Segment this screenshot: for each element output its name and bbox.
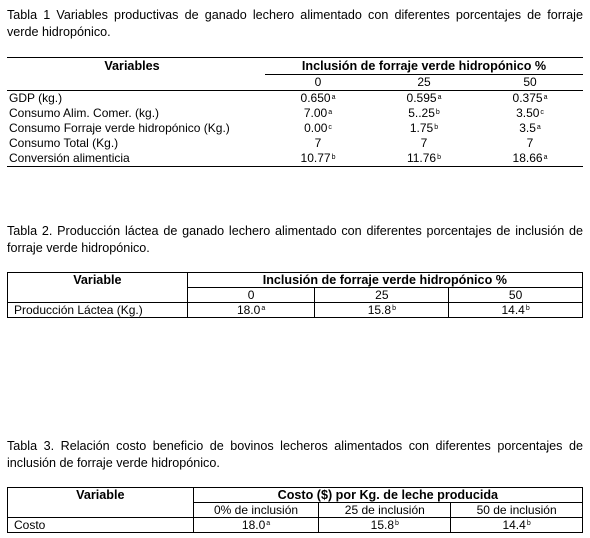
table1-col-0: 0 [265,75,371,91]
table3-cell: 18.0$^a$ [193,518,319,533]
table1-row-label: Conversión alimenticia [7,151,257,167]
table3-cell: 14.4$^b$ [451,518,583,533]
table1-cell: 3.50$^c$ [516,106,544,120]
table3 [7,487,583,533]
table2-col-0: 0 [187,288,315,303]
table-row [7,151,583,167]
table-row [7,91,583,107]
table1-header-variable: Variables [7,58,257,75]
table1-row-label: GDP (kg.) [9,91,63,105]
table3-header-variable: Variable [8,488,194,518]
table1-col-25: 25 [371,75,477,91]
table2-header-variable: Variable [8,273,188,303]
table1-cell: 3.5$^a$ [519,121,541,135]
table1-row-label: Consumo Alim. Comer. (kg.) [9,106,160,120]
table1-cell: 7 [420,136,428,150]
table3-col-50: 50 de inclusión [451,503,583,518]
table3-cell: 15.8$^b$ [319,518,451,533]
table1-cell: 18.66$^a$ [477,151,583,167]
table2-row-label: Producción Láctea (Kg.) [8,303,188,318]
table1-cell: 5..25$^b$ [408,106,440,120]
table2 [7,272,583,318]
table1-col-50: 50 [477,75,583,91]
table3-row-label: Costo [8,518,194,533]
table1-cell: 0.595$^a$ [406,91,442,105]
table2-caption: Tabla 2. Producción láctea de ganado lechero alimentado con diferentes porcentajes de inclusión de forraje verde hidropónico. [7,224,583,255]
table-row [7,106,583,121]
table1-row-label: Consumo Total (Kg.) [9,136,119,150]
table-row [8,518,583,533]
table-row [8,303,583,318]
table1-caption: Tabla 1 Variables productivas de ganado lechero alimentado con diferentes porcentajes de forraje verde hidropónico. [7,8,583,39]
table1 [7,57,583,167]
table-row [7,136,583,151]
table1-cell: 10.77$^b$ [265,151,371,167]
table2-cell: 14.4$^b$ [449,303,583,318]
table1-cell: 0.00$^c$ [304,121,332,135]
table2-cell: 15.8$^b$ [315,303,449,318]
table1-cell: 7 [526,136,534,150]
table3-caption: Tabla 3. Relación costo beneficio de bovinos lecheros alimentados con diferentes porcentajes de inclusión de forraje verde hidropónico. [7,439,583,470]
table2-col-25: 25 [315,288,449,303]
table3-col-0: 0% de inclusión [193,503,319,518]
table3-header-group: Costo ($) por Kg. de leche producida [193,488,582,503]
table1-cell: 0.375$^a$ [512,91,548,105]
table-row [7,121,583,136]
table3-col-25: 25 de inclusión [319,503,451,518]
table2-cell: 18.0$^a$ [187,303,315,318]
table1-header-group: Inclusión de forraje verde hidropónico % [265,58,583,75]
table1-cell: 7 [314,136,322,150]
table2-header-group: Inclusión de forraje verde hidropónico % [187,273,582,288]
table1-cell: 0.650$^a$ [300,91,336,105]
table1-cell: 1.75$^b$ [409,121,439,135]
table1-cell: 7.00$^a$ [303,106,333,120]
table2-col-50: 50 [449,288,583,303]
table1-row-label: Consumo Forraje verde hidropónico (Kg.) [9,121,230,135]
table1-cell: 11.76$^b$ [371,151,477,167]
